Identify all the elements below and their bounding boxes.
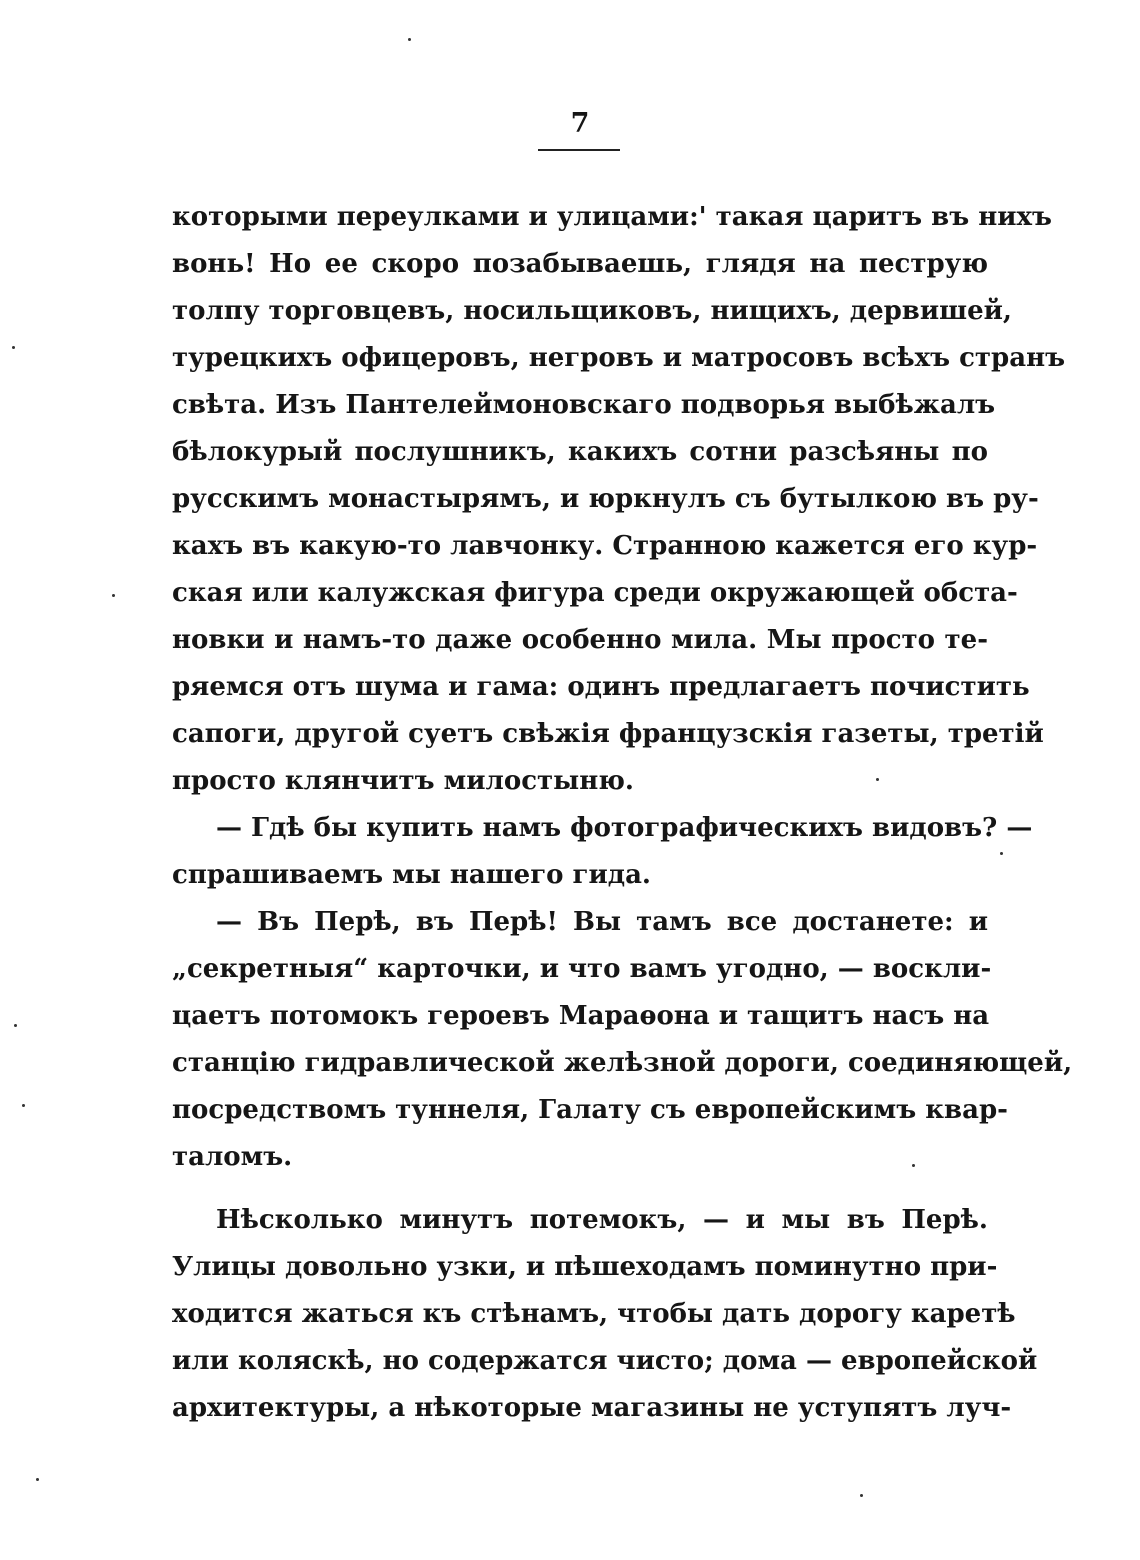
text-line: или коляскѣ, но содержатся чисто; дома — европейской bbox=[172, 1346, 1038, 1376]
text-line: Улицы довольно узки, и пѣшеходамъ поминутно при- bbox=[172, 1252, 998, 1282]
page-number: 7 bbox=[570, 108, 590, 139]
text-line-paragraph-end: спрашиваемъ мы нашего гида. bbox=[172, 860, 651, 890]
text-line: „секретныя“ карточки, и что вамъ угодно, — воскли- bbox=[172, 954, 992, 984]
text-line: которыми переулками и улицами:' такая царитъ въ нихъ bbox=[172, 202, 1052, 232]
text-line: свѣта. Изъ Пантелеймоновскаго подворья выбѣжалъ bbox=[172, 390, 996, 420]
dialogue-line: — Въ Перѣ, въ Перѣ! Вы тамъ все достанете: и bbox=[216, 907, 988, 937]
paragraph-start-line: Нѣсколько минутъ потемокъ, — и мы въ Перѣ. bbox=[216, 1205, 988, 1235]
scan-speck bbox=[860, 1494, 863, 1497]
text-line: посредствомъ туннеля, Галату съ европейскимъ квар- bbox=[172, 1095, 1008, 1125]
scan-speck bbox=[22, 1104, 25, 1107]
text-line: станцію гидравлической желѣзной дороги, соединяющей, bbox=[172, 1048, 1073, 1078]
scan-speck bbox=[12, 346, 15, 349]
paragraph-gap bbox=[172, 1181, 988, 1197]
text-line: вонь! Но ее скоро позабываешь, глядя на пеструю bbox=[172, 249, 988, 279]
text-line-paragraph-end: просто клянчитъ милостыню. bbox=[172, 766, 634, 796]
text-line: новки и намъ-то даже особенно мила. Мы просто те- bbox=[172, 625, 988, 655]
text-line: ская или калужская фигура среди окружающей обста- bbox=[172, 578, 1018, 608]
text-line: цаетъ потомокъ героевъ Мараѳона и тащитъ насъ на bbox=[172, 1001, 990, 1031]
scan-speck bbox=[14, 1024, 17, 1027]
scan-speck bbox=[1000, 852, 1003, 855]
scan-speck bbox=[876, 778, 879, 781]
dialogue-line: — Гдѣ бы купить намъ фотографическихъ видовъ? — bbox=[216, 813, 1033, 843]
scan-speck bbox=[112, 594, 115, 597]
scan-speck bbox=[912, 1164, 915, 1167]
page-number-rule bbox=[538, 149, 620, 151]
text-line: бѣлокурый послушникъ, какихъ сотни разсѣяны по bbox=[172, 437, 988, 467]
text-line: сапоги, другой суетъ свѣжія французскія газеты, третій bbox=[172, 719, 1044, 749]
scan-speck bbox=[408, 38, 411, 41]
text-line: турецкихъ офицеровъ, негровъ и матросовъ всѣхъ странъ bbox=[172, 343, 1066, 373]
text-line: толпу торговцевъ, носильщиковъ, нищихъ, дервишей, bbox=[172, 296, 1012, 326]
text-line: русскимъ монастырямъ, и юркнулъ съ бутылкою въ ру- bbox=[172, 484, 1039, 514]
text-line: ходится жаться къ стѣнамъ, чтобы дать дорогу каретѣ bbox=[172, 1299, 1016, 1329]
text-line: архитектуры, а нѣкоторые магазины не уступятъ луч- bbox=[172, 1393, 1012, 1423]
text-line-paragraph-end: таломъ. bbox=[172, 1142, 293, 1172]
body-text bbox=[172, 194, 1073, 1432]
text-line: кахъ въ какую-то лавчонку. Странною кажется его кур- bbox=[172, 531, 1038, 561]
text-line: ряемся отъ шума и гама: одинъ предлагаетъ почистить bbox=[172, 672, 1030, 702]
scan-speck bbox=[36, 1478, 39, 1481]
